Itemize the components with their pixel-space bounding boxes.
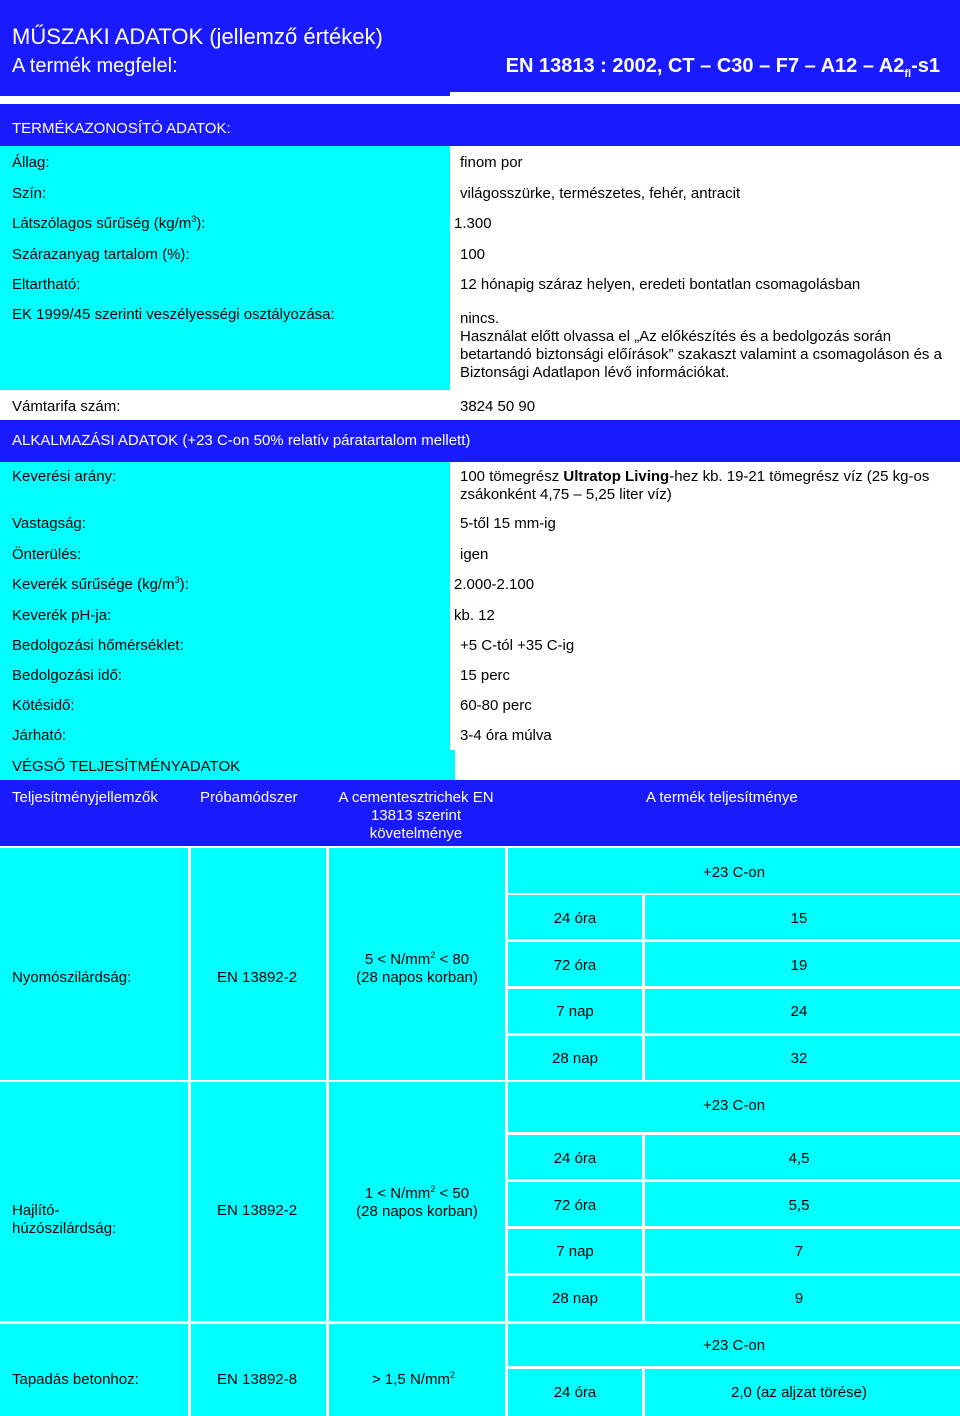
onterules-label: Önterülés: [12,546,82,563]
ido-label: Bedolgozási idő: [12,667,123,684]
keverek-suruseg-label: Keverék sűrűsége $(kg/m^3)$: [12,575,189,593]
adhesion-temp: +23 C-on [702,1337,766,1354]
ido-value: 15 perc [460,667,511,684]
performance-heading: VÉGSŐ TELJESÍTMÉNYADATOK [12,758,241,775]
flexural-method: EN 13892-2 [217,1202,298,1219]
adhesion-req-cell [329,1324,505,1416]
adhesion-value: 2,0 (az aljzat törése) [731,1384,867,1401]
header-divider [0,92,450,96]
compressive-value-3: 24 [790,1003,808,1020]
compressive-age-4: 28 nap [552,1050,598,1067]
ek-value-none: nincs. [460,310,500,327]
keveresi-value: 100 tömegrész Ultratop Living-hez kb. 19-21 tömegrész víz (25 kg-os zsákonként 4,75 – 5,25 liter víz) [460,468,930,503]
adhesion-method-cell [191,1324,326,1416]
col-header-method: Próbamódszer [200,789,298,806]
vastagsag-label: Vastagság: [12,515,86,532]
szin-label: Szín: [12,185,47,202]
flexural-name: Hajlító- húzószilárdság: [12,1202,117,1237]
szin-value: világosszürke, természetes, fehér, antracit [460,185,741,202]
kotesido-label: Kötésidő: [12,697,75,714]
compressive-requirement: $5 < N/mm^2 < 80$ (28 napos korban) [356,950,478,986]
jarhato-value: 3-4 óra múlva [460,727,552,744]
allag-label: Állag: [12,154,50,171]
identification-heading: TERMÉKAZONOSÍTÓ ADATOK: [12,120,231,137]
ek-label: EK 1999/45 szerinti veszélyességi osztályozása: [12,306,335,323]
suruseg-value: 1.300 [454,215,492,232]
flexural-age-4: 28 nap [552,1290,598,1307]
page-title: MŰSZAKI ADATOK (jellemző értékek) [12,24,383,49]
compressive-value-1: 15 [790,910,808,927]
vastagsag-value: 5-től 15 mm-ig [460,515,556,532]
compressive-value-2: 19 [790,957,808,974]
keveresi-label: Keverési arány: [12,468,117,485]
adhesion-name-cell [0,1324,188,1416]
szarazanyag-label: Szárazanyag tartalom (%): [12,246,190,263]
compressive-name: Nyomószilárdság: [12,969,132,986]
flexural-value-3: 7 [794,1243,804,1260]
flexural-temp: +23 C-on [702,1097,766,1114]
header-divider-right [455,92,960,104]
vamtarifa-value: 3824 50 90 [460,398,536,415]
compressive-age-2: 72 óra [553,957,597,974]
vamtarifa-label: Vámtarifa szám: [12,398,121,415]
eltarthato-label: Eltartható: [12,276,81,293]
keverek-suruseg-value: 2.000-2.100 [454,576,535,593]
jarhato-label: Járható: [12,727,67,744]
flexural-age-3: 7 nap [556,1243,594,1260]
kotesido-value: 60-80 perc [460,697,532,714]
standard-code: EN 13813 : 2002, CT – $C30 - F7 - A12 - A2_{fl}-s1$ [505,55,940,80]
application-heading: ALKALMAZÁSI ADATOK (+23 C-on 50% relatív páratartalom mellett) [12,432,471,449]
homerseklet-label: Bedolgozási hőmérséklet: [12,637,184,654]
flexural-requirement: $1 < N/mm^2 < 50$ (28 napos korban) [356,1184,478,1220]
compliance-label: A termék megfelel: [12,55,178,77]
compressive-name-cell [0,848,188,1080]
onterules-value: igen [460,546,489,563]
col-header-requirement: A cementesztrichek EN 13813 szerint követelménye [338,789,494,842]
ph-label: Keverék pH-ja: [12,607,112,624]
compressive-value-4: 32 [790,1050,808,1067]
compressive-age-1: 24 óra [553,910,597,927]
flexural-value-2: 5,5 [788,1197,810,1214]
ek-value-note: Használat előtt olvassa el „Az előkészítés és a bedolgozás során betartandó biztonsági előírások” szakaszt valamint a csomagoláson és a Biztonsági Adatlapon lévő információkat. [460,328,942,381]
allag-value: finom por [460,154,523,171]
adhesion-name: Tapadás betonhoz: [12,1371,139,1388]
adhesion-age: 24 óra [553,1384,597,1401]
flexural-value-4: 9 [794,1290,804,1307]
compressive-temp: +23 C-on [702,864,766,881]
adhesion-method: EN 13892-8 [217,1371,298,1388]
compressive-age-3: 7 nap [556,1003,594,1020]
flexural-value-1: 4,5 [788,1150,810,1167]
flexural-age-1: 24 óra [553,1150,597,1167]
compressive-method-cell [191,848,326,1080]
adhesion-requirement: > 1,5 $N/mm^2$ [372,1370,455,1388]
szarazanyag-value: 100 [460,246,486,263]
eltarthato-value: 12 hónapig száraz helyen, eredeti bontatlan csomagolásban [460,276,861,293]
col-header-product: A termék teljesítménye [646,789,798,806]
compressive-method: EN 13892-2 [217,969,298,986]
col-header-property: Teljesítményjellemzők [12,789,158,806]
ph-value: kb. 12 [454,607,495,624]
suruseg-label: Látszólagos sűrűség $(kg/m^3)$: [12,214,206,232]
homerseklet-value: +5 C-tól +35 C-ig [460,637,575,654]
flexural-age-2: 72 óra [553,1197,597,1214]
